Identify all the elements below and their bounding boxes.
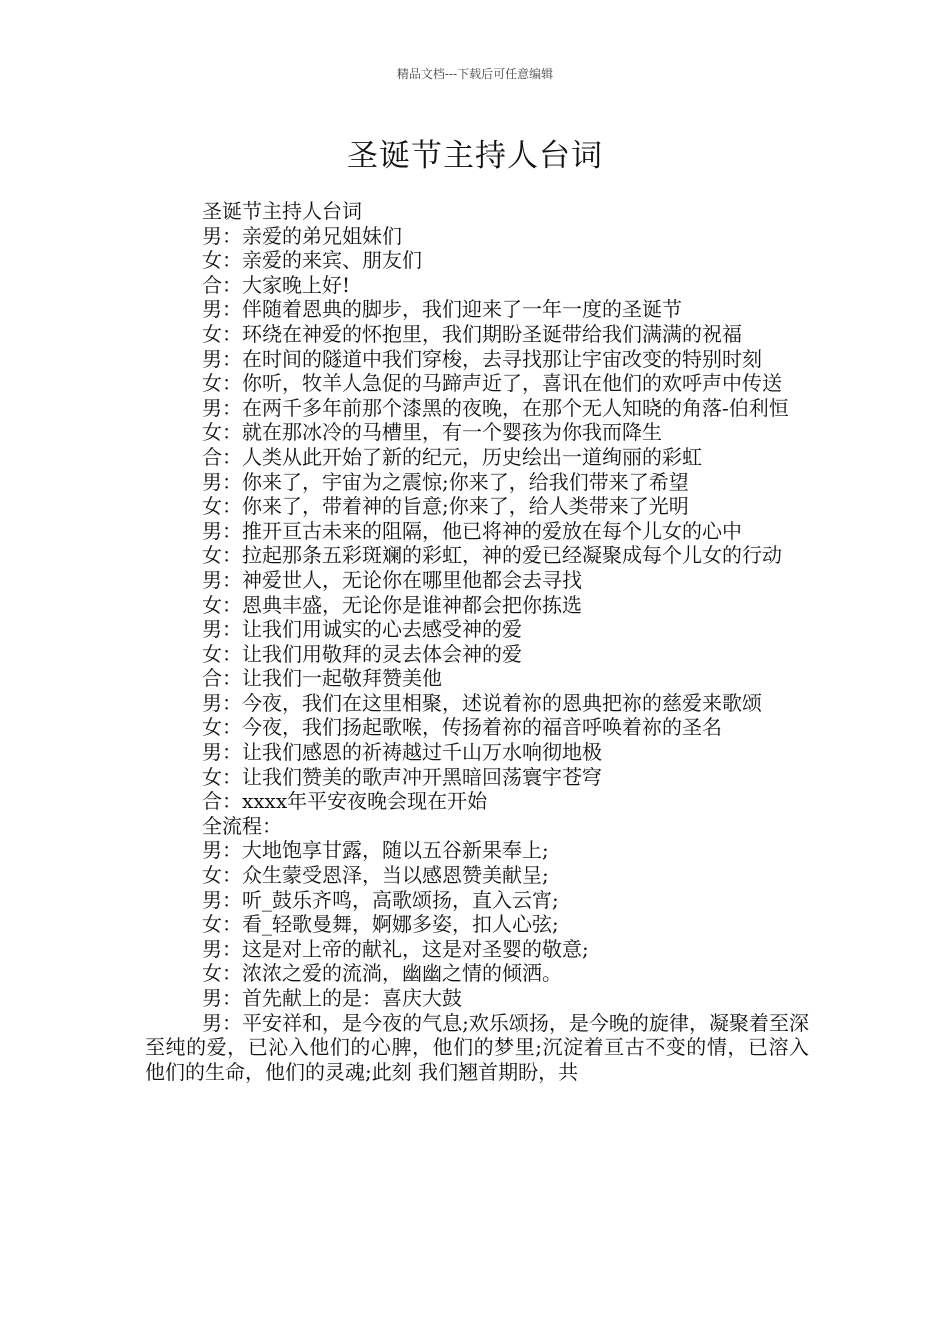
- paragraph: 男：神爱世人，无论你在哪里他都会去寻找: [202, 567, 582, 592]
- paragraph: 女：亲爱的来宾、朋友们: [202, 248, 422, 273]
- paragraph: 合：让我们一起敬拜赞美他: [202, 666, 442, 691]
- page-header: 精品文档---下载后可任意编辑: [396, 67, 554, 81]
- paragraph: 女：拉起那条五彩斑斓的彩虹，神的爱已经凝聚成每个儿女的行动: [202, 543, 782, 568]
- paragraph: 男：在两千多年前那个漆黑的夜晚，在那个无人知晓的角落-伯利恒: [202, 395, 789, 420]
- paragraph: 女：你听，牧羊人急促的马蹄声近了，喜讯在他们的欢呼声中传送: [202, 371, 782, 396]
- paragraph: 男：听_鼓乐齐鸣，高歌颂扬，直入云宵;: [202, 887, 559, 912]
- document-body: [145, 199, 809, 1084]
- paragraph: 合：xxxx年平安夜晚会现在开始: [202, 789, 488, 814]
- paragraph: 男：推开亘古未来的阻隔，他已将神的爱放在每个儿女的心中: [202, 518, 742, 543]
- paragraph: 男：在时间的隧道中我们穿梭，去寻找那让宇宙改变的特别时刻: [202, 346, 762, 371]
- paragraph: 男：首先献上的是：喜庆大鼓: [202, 986, 462, 1010]
- paragraph: 男：伴随着恩典的脚步，我们迎来了一年一度的圣诞节: [202, 297, 682, 322]
- paragraph: 女：今夜，我们扬起歌喉，传扬着祢的福音呼唤着祢的圣名: [202, 715, 722, 740]
- paragraph: 女：众生蒙受恩泽，当以感恩赞美献呈;: [202, 863, 549, 888]
- document-title: 圣诞节主持人台词: [347, 138, 603, 174]
- paragraph: 男：平安祥和，是今夜的气息;欢乐颂扬，是今晚的旋律，凝聚着至深至纯的爱，已沁入他们的心脾，他们的梦里;沉淀着亘古不变的情，已溶入他们的生命，他们的灵魂;此刻 我们翘首期盼，共: [145, 1010, 809, 1084]
- paragraph: 男：亲爱的弟兄姐妹们: [202, 223, 402, 248]
- paragraph: 女：就在那冰冷的马槽里，有一个婴孩为你我而降生: [202, 420, 662, 445]
- paragraph: 男：你来了，宇宙为之震惊;你来了，给我们带来了希望: [202, 469, 689, 494]
- paragraph: 男：让我们感恩的祈祷越过千山万水响彻地极: [202, 740, 602, 765]
- paragraph: 男：今夜，我们在这里相聚，述说着祢的恩典把祢的慈爱来歌颂: [202, 690, 762, 715]
- paragraph: 女：让我们赞美的歌声冲开黑暗回荡寰宇苍穹: [202, 764, 602, 789]
- paragraph: 女：浓浓之爱的流淌，幽幽之情的倾洒。: [202, 961, 562, 986]
- paragraph: 合：人类从此开始了新的纪元，历史绘出一道绚丽的彩虹: [202, 444, 702, 469]
- paragraph: 男：大地饱享甘露，随以五谷新果奉上;: [202, 838, 549, 863]
- paragraph: 女：恩典丰盛，无论你是谁神都会把你拣选: [202, 592, 582, 617]
- paragraph: 女：你来了，带着神的旨意;你来了，给人类带来了光明: [202, 494, 689, 519]
- paragraph: 女：看_轻歌曼舞，婀娜多姿，扣人心弦;: [202, 912, 559, 937]
- paragraph: 女：环绕在神爱的怀抱里，我们期盼圣诞带给我们满满的祝福: [202, 321, 742, 346]
- paragraph: 男：让我们用诚实的心去感受神的爱: [202, 617, 522, 642]
- paragraph: 圣诞节主持人台词: [202, 199, 362, 223]
- paragraph: 全流程：: [202, 813, 282, 838]
- paragraph: 女：让我们用敬拜的灵去体会神的爱: [202, 641, 522, 666]
- paragraph: 男：这是对上帝的献礼，这是对圣婴的敬意;: [202, 936, 589, 961]
- paragraph: 合：大家晚上好!: [202, 272, 351, 297]
